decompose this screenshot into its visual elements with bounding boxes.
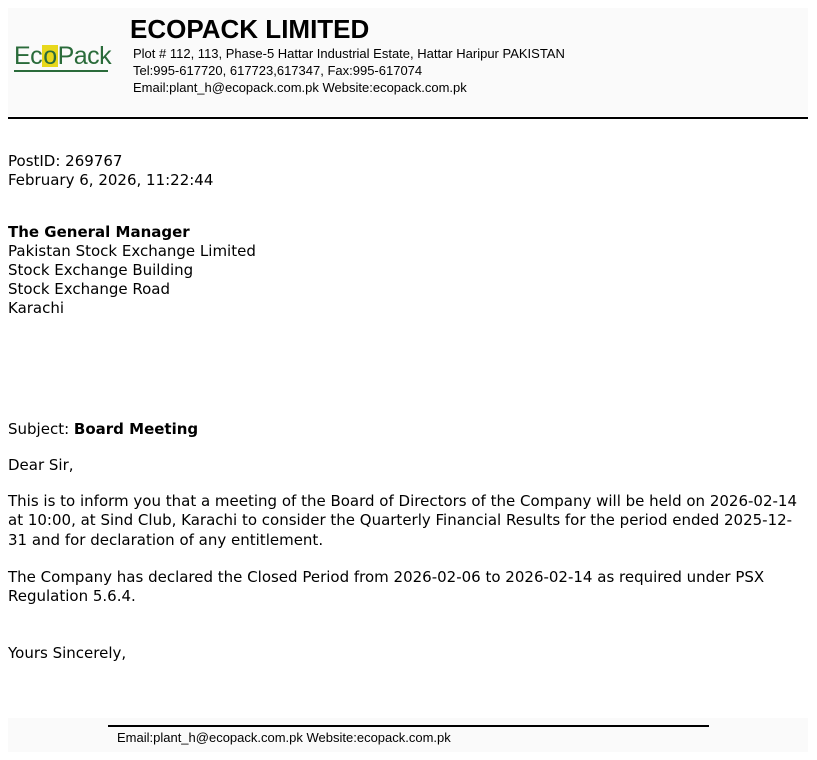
subject-value: Board Meeting [73, 420, 199, 438]
recipient-line: Stock Exchange Building [8, 261, 194, 279]
post-datetime: February 6, 2026, 11:22:44 [8, 171, 214, 189]
subject-label: Subject: [8, 420, 70, 438]
recipient-line: Karachi [8, 299, 65, 317]
footer-divider [108, 725, 709, 727]
subject-line [8, 420, 198, 439]
company-name: ECOPACK LIMITED [130, 14, 370, 44]
body-paragraph: The Company has declared the Closed Period from 2026-02-06 to 2026-02-14 as required under PSX Regulation 5.6.4. [8, 568, 765, 606]
salutation: Dear Sir, [8, 456, 74, 474]
company-address: Plot # 112, 113, Phase-5 Hattar Industrial Estate, Hattar Haripur PAKISTAN [133, 46, 565, 61]
post-id: PostID: 269767 [8, 152, 123, 170]
body-paragraph: This is to inform you that a meeting of the Board of Directors of the Company will be held on 2026-02-14 at 10:00, at Sind Club, Karachi to consider the Quarterly Financial Results for the period ended 2025-12-31 and for declaration of any entitlement. [8, 492, 797, 549]
logo-wordmark: EcoPack [14, 42, 112, 70]
recipient-title: The General Manager [8, 223, 190, 241]
footer-email-website: Email:plant_h@ecopack.com.pk Website:ecopack.com.pk [117, 730, 451, 745]
header-divider [8, 117, 808, 119]
recipient-line: Stock Exchange Road [8, 280, 170, 298]
recipient-line: Pakistan Stock Exchange Limited [8, 242, 256, 260]
closing: Yours Sincerely, [8, 644, 127, 662]
letterhead [8, 8, 808, 116]
company-phone-fax: Tel:995-617720, 617723,617347, Fax:995-617074 [133, 63, 423, 78]
company-logo [14, 41, 112, 71]
logo-underline [14, 70, 108, 72]
company-email-website: Email:plant_h@ecopack.com.pk Website:ecopack.com.pk [133, 80, 467, 95]
